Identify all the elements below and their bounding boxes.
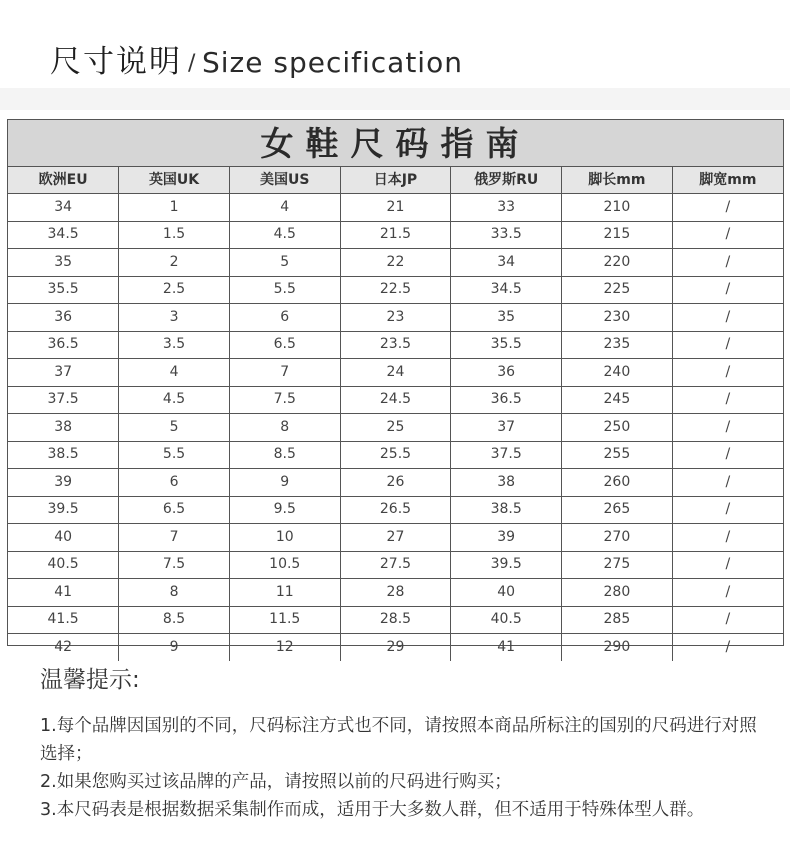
table-cell: / <box>672 276 783 304</box>
table-row <box>8 579 783 607</box>
table-cell: 24 <box>340 359 451 387</box>
page-header <box>0 0 790 88</box>
table-cell: 34.5 <box>8 221 119 249</box>
table-cell: 5.5 <box>229 276 340 304</box>
table-cell: 10.5 <box>229 551 340 579</box>
table-cell: 2 <box>119 249 230 277</box>
table-cell: 210 <box>562 194 673 222</box>
table-cell: / <box>672 194 783 222</box>
table-body <box>8 194 783 661</box>
table-row <box>8 276 783 304</box>
size-chart-table <box>7 119 784 655</box>
table-cell: 34 <box>8 194 119 222</box>
table-row <box>8 249 783 277</box>
table-cell: 24.5 <box>340 386 451 414</box>
column-header: 美国US <box>229 167 340 194</box>
table-cell: / <box>672 331 783 359</box>
table-cell: 8.5 <box>119 606 230 634</box>
table-cell: 285 <box>562 606 673 634</box>
tips-title: 温馨提示: <box>40 667 140 693</box>
table-cell: 270 <box>562 524 673 552</box>
table-cell: / <box>672 496 783 524</box>
table-row <box>8 221 783 249</box>
table-row <box>8 551 783 579</box>
table-row <box>8 606 783 634</box>
table-cell: 21 <box>340 194 451 222</box>
table-cell: 38 <box>8 414 119 442</box>
table-cell: / <box>672 524 783 552</box>
table-row <box>8 441 783 469</box>
table-cell: 3.5 <box>119 331 230 359</box>
table-cell: / <box>672 386 783 414</box>
table-cell: 27 <box>340 524 451 552</box>
table-cell: 12 <box>229 634 340 661</box>
table-cell: 35.5 <box>451 331 562 359</box>
table-cell: 7 <box>119 524 230 552</box>
table-cell: 22 <box>340 249 451 277</box>
table-cell: 40 <box>8 524 119 552</box>
table-cell: 4.5 <box>229 221 340 249</box>
column-header: 俄罗斯RU <box>451 167 562 194</box>
table-row <box>8 414 783 442</box>
table-cell: 1 <box>119 194 230 222</box>
table-cell: 26.5 <box>340 496 451 524</box>
table-cell: 35.5 <box>8 276 119 304</box>
table-cell: 36.5 <box>8 331 119 359</box>
table-cell: / <box>672 634 783 661</box>
column-header: 脚长mm <box>562 167 673 194</box>
table-cell: 1.5 <box>119 221 230 249</box>
table-cell: / <box>672 304 783 332</box>
table-cell: / <box>672 441 783 469</box>
table-cell: 40 <box>451 579 562 607</box>
table-cell: 11.5 <box>229 606 340 634</box>
table-cell: 6.5 <box>229 331 340 359</box>
table-cell: 37 <box>451 414 562 442</box>
table-cell: 41 <box>8 579 119 607</box>
table-cell: 25 <box>340 414 451 442</box>
table-cell: 21.5 <box>340 221 451 249</box>
table-cell: 5 <box>229 249 340 277</box>
table-cell: 39 <box>8 469 119 497</box>
table-cell: 250 <box>562 414 673 442</box>
table-cell: 34.5 <box>451 276 562 304</box>
table-cell: 225 <box>562 276 673 304</box>
table-cell: / <box>672 359 783 387</box>
table-cell: 7 <box>229 359 340 387</box>
table-cell: 6 <box>119 469 230 497</box>
table-cell: 37.5 <box>8 386 119 414</box>
size-chart-grid <box>8 167 783 661</box>
table-cell: 2.5 <box>119 276 230 304</box>
table-cell: 255 <box>562 441 673 469</box>
table-cell: 230 <box>562 304 673 332</box>
table-cell: / <box>672 221 783 249</box>
table-cell: 9 <box>119 634 230 661</box>
table-cell: 39 <box>451 524 562 552</box>
table-cell: 40.5 <box>8 551 119 579</box>
table-cell: 290 <box>562 634 673 661</box>
size-chart-title: 女鞋尺码指南 <box>8 120 783 167</box>
table-cell: / <box>672 414 783 442</box>
tips-section <box>40 662 760 824</box>
table-cell: 33 <box>451 194 562 222</box>
page-title-english: Size specification <box>202 46 463 79</box>
table-cell: 37 <box>8 359 119 387</box>
table-cell: 4 <box>229 194 340 222</box>
table-cell: 9.5 <box>229 496 340 524</box>
table-row <box>8 524 783 552</box>
column-header: 日本JP <box>340 167 451 194</box>
table-row <box>8 331 783 359</box>
table-cell: 41.5 <box>8 606 119 634</box>
table-row <box>8 469 783 497</box>
table-cell: 37.5 <box>451 441 562 469</box>
table-cell: 23.5 <box>340 331 451 359</box>
table-row <box>8 386 783 414</box>
table-cell: 215 <box>562 221 673 249</box>
table-cell: 41 <box>451 634 562 661</box>
table-cell: 22.5 <box>340 276 451 304</box>
table-cell: 28.5 <box>340 606 451 634</box>
title-separator: / <box>188 51 196 76</box>
header-divider-band <box>0 88 790 110</box>
table-cell: 38 <box>451 469 562 497</box>
table-cell: 34 <box>451 249 562 277</box>
table-cell: 23 <box>340 304 451 332</box>
table-cell: 7.5 <box>229 386 340 414</box>
table-cell: / <box>672 469 783 497</box>
table-cell: 25.5 <box>340 441 451 469</box>
table-cell: 3 <box>119 304 230 332</box>
table-cell: / <box>672 606 783 634</box>
table-cell: 8 <box>119 579 230 607</box>
table-header-row <box>8 167 783 194</box>
table-cell: 11 <box>229 579 340 607</box>
table-cell: 26 <box>340 469 451 497</box>
table-cell: 265 <box>562 496 673 524</box>
table-cell: 8 <box>229 414 340 442</box>
table-cell: 5 <box>119 414 230 442</box>
table-cell: 220 <box>562 249 673 277</box>
table-cell: 245 <box>562 386 673 414</box>
table-cell: 38.5 <box>8 441 119 469</box>
table-cell: 260 <box>562 469 673 497</box>
table-cell: 275 <box>562 551 673 579</box>
table-cell: 29 <box>340 634 451 661</box>
table-cell: 33.5 <box>451 221 562 249</box>
table-cell: 39.5 <box>8 496 119 524</box>
table-cell: 280 <box>562 579 673 607</box>
table-cell: 28 <box>340 579 451 607</box>
table-cell: 7.5 <box>119 551 230 579</box>
table-row <box>8 304 783 332</box>
table-cell: 9 <box>229 469 340 497</box>
table-row <box>8 496 783 524</box>
column-header: 欧洲EU <box>8 167 119 194</box>
table-row <box>8 359 783 387</box>
table-cell: 5.5 <box>119 441 230 469</box>
table-cell: 240 <box>562 359 673 387</box>
table-cell: 4 <box>119 359 230 387</box>
column-header: 脚宽mm <box>672 167 783 194</box>
table-cell: / <box>672 249 783 277</box>
table-cell: 39.5 <box>451 551 562 579</box>
table-cell: 35 <box>8 249 119 277</box>
tip-item-3: 3.本尺码表是根据数据采集制作而成，适用于大多数人群，但不适用于特殊体型人群。 <box>40 800 705 820</box>
table-row <box>8 194 783 222</box>
table-cell: 36 <box>451 359 562 387</box>
table-cell: 10 <box>229 524 340 552</box>
page-title-chinese: 尺寸说明 <box>50 44 182 80</box>
table-cell: / <box>672 579 783 607</box>
table-cell: 36 <box>8 304 119 332</box>
table-cell: 38.5 <box>451 496 562 524</box>
table-cell: 36.5 <box>451 386 562 414</box>
table-cell: 27.5 <box>340 551 451 579</box>
table-row <box>8 634 783 661</box>
tip-item-2: 2.如果您购买过该品牌的产品，请按照以前的尺码进行购买； <box>40 772 512 792</box>
table-cell: 6.5 <box>119 496 230 524</box>
table-cell: / <box>672 551 783 579</box>
table-cell: 40.5 <box>451 606 562 634</box>
table-cell: 42 <box>8 634 119 661</box>
column-header: 英国UK <box>119 167 230 194</box>
tip-item-1: 1.每个品牌因国别的不同，尺码标注方式也不同，请按照本商品所标注的国别的尺码进行对照选择； <box>40 716 757 764</box>
table-cell: 235 <box>562 331 673 359</box>
table-cell: 35 <box>451 304 562 332</box>
table-cell: 6 <box>229 304 340 332</box>
table-cell: 4.5 <box>119 386 230 414</box>
table-cell: 8.5 <box>229 441 340 469</box>
